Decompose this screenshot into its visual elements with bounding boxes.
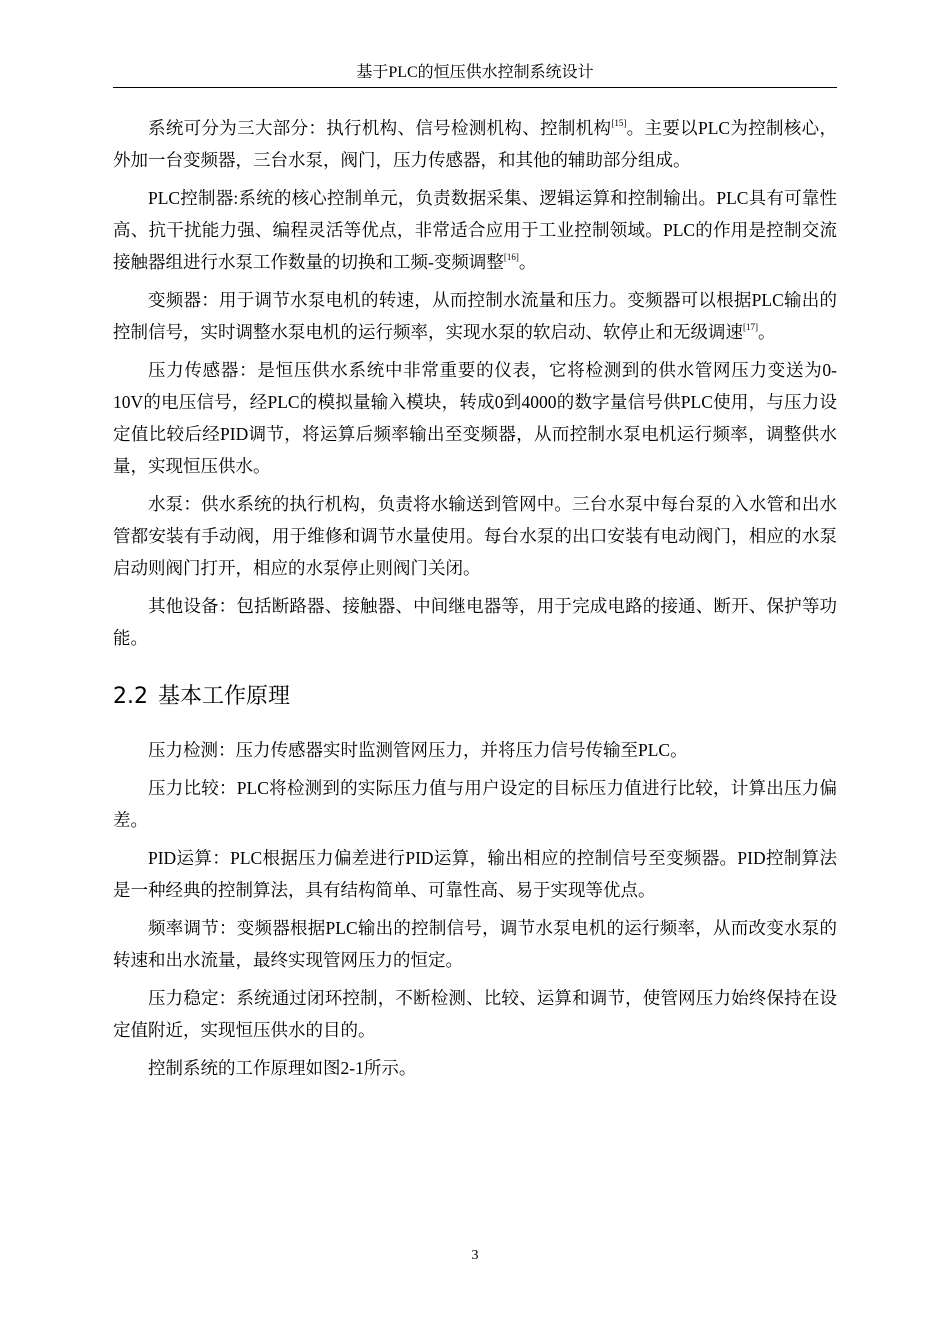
page-number: 3 [471,1248,479,1263]
paragraph-text: 。主要以PLC为控制核心，外加一台变频器，三台水泵，阀门，压力传感器，和其他的辅助部分组成。 [113,118,837,170]
section-number: 2.2 [113,684,148,709]
paragraph-pressure-comparison: 压力比较：PLC将检测到的实际压力值与用户设定的目标压力值进行比较，计算出压力偏差。 [113,778,837,830]
document-body [113,112,837,1090]
page-header [113,62,837,88]
paragraph-text: 。 [518,252,537,272]
paragraph-system-parts [113,112,837,176]
paragraph-frequency-adjustment: 频率调节：变频器根据PLC输出的控制信号，调节水泵电机的运行频率，从而改变水泵的转速和出水流量，最终实现管网压力的恒定。 [113,918,837,970]
citation-ref: [16] [503,252,519,262]
section-heading [113,682,837,712]
paragraph-text: 。 [758,322,776,342]
section-title: 基本工作原理 [158,684,291,709]
paragraph-water-pump [113,488,837,584]
paragraph-inverter [113,284,837,348]
paragraph-text: 系统可分为三大部分：执行机构、信号检测机构、控制机构 [148,118,612,138]
paragraph-figure-reference: 控制系统的工作原理如图2-1所示。 [148,1058,417,1078]
header-title: 基于PLC的恒压供水控制系统设计 [356,64,594,81]
paragraph-pid-operation: PID运算：PLC根据压力偏差进行PID运算，输出相应的控制信号至变频器。PID控制算法是一种经典的控制算法，具有结构简单、可靠性高、易于实现等优点。 [113,848,837,900]
paragraph-pressure-stability: 压力稳定：系统通过闭环控制，不断检测、比较、运算和调节，使管网压力始终保持在设定值附近，实现恒压供水的目的。 [113,988,837,1040]
paragraph-pressure-detection: 压力检测：压力传感器实时监测管网压力，并将压力信号传输至PLC。 [148,740,688,760]
paragraph-other-devices [113,590,837,654]
paragraph-pressure-sensor [113,354,837,482]
paragraph-plc-controller [113,182,837,278]
paragraph-text: 压力传感器：是恒压供水系统中非常重要的仪表，它将检测到的供水管网压力变送为0-10V的电压信号，经PLC的模拟量输入模块，转成0到4000的数字量信号供PLC使用，与压力设定值比较后经PID调节，将运算后频率输出至变频器，从而控制水泵电机运行频率，调整供水量，实现恒压供水。 [113,360,837,476]
paragraph-text: 其他设备：包括断路器、接触器、中间继电器等，用于完成电路的接通、断开、保护等功能。 [113,596,837,648]
citation-ref: [17] [743,322,758,332]
citation-ref: [15] [611,118,627,128]
paragraph-text: PLC控制器:系统的核心控制单元，负责数据采集、逻辑运算和控制输出。PLC具有可靠性高、抗干扰能力强、编程灵活等优点，非常适合应用于工业控制领域。PLC的作用是控制交流接触器组进行水泵工作数量的切换和工频-变频调整 [113,188,837,272]
paragraph-text: 变频器：用于调节水泵电机的转速，从而控制水流量和压力。变频器可以根据PLC输出的控制信号，实时调整水泵电机的运行频率，实现水泵的软启动、软停止和无级调速 [113,290,837,342]
paragraph-text: 水泵：供水系统的执行机构，负责将水输送到管网中。三台水泵中每台泵的入水管和出水管都安装有手动阀，用于维修和调节水量使用。每台水泵的出口安装有电动阀门，相应的水泵启动则阀门打开，相应的水泵停止则阀门关闭。 [113,494,837,578]
